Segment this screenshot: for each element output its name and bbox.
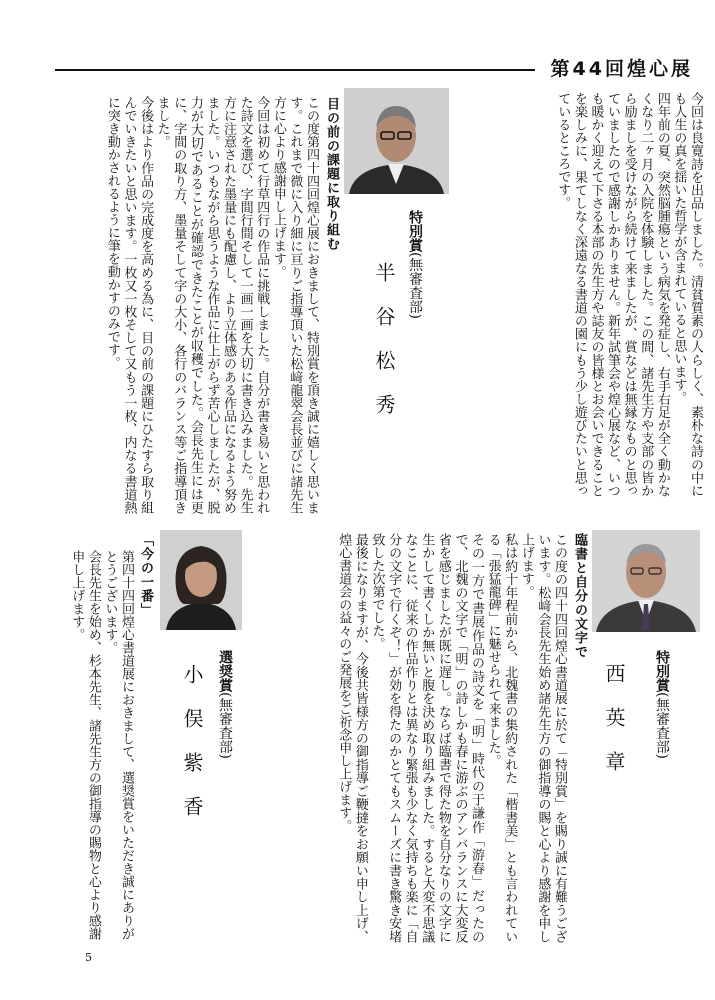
portrait-photo-nishi xyxy=(592,530,700,632)
award-label-omata: 選奨賞(無審査部) xyxy=(217,650,233,759)
header-rule xyxy=(55,69,535,71)
winner-name-nishi: 西英章 xyxy=(602,663,626,795)
award-label-nishi: 特別賞(無審査部) xyxy=(654,650,670,759)
portrait-photo-omata xyxy=(160,530,242,630)
page-title: 第44回煌心展 xyxy=(550,58,693,80)
essay-text-nishi: この度の四十四回煌心書道展に於て「特別賞」を賜り誠に有難うございます。松﨑会長先生始め諸先生方の御指導の賜と心より感謝を申し上げます。 私は約十年程前から、北魏書の集約された「楷書美」とも言われている「張猛龍碑」に魅せられて来ました。 その一方で書展作品の詩文を「明」時代の于謙作「游春」だったので、北魏の文字で「明」の詩しかも春に游ぶのアンバランスに大変反省を感じましたが既に遅し。ならば臨書で得た物を自分なりの文字に生かして書くしか無いと腹を決め取り組みました。すると大変不思議なことに、従来の作品作りとは異なり緊張も少なく気持ちも楽に「自分の文字で行くぞ！」が効を得たのかとてもスムーズに書き驚き安堵致した次第でした。 最後になりますが、今後共皆様方の御指導ご鞭撻をお願い申し上げ、煌心書道会の益々のご発展をご祈念申し上げます。 xyxy=(336,533,567,943)
essay-heading-nishi: 臨書と自分の文字で xyxy=(572,533,587,659)
essay-heading-omata: 「今の一番」 xyxy=(138,533,153,617)
winner-name-hanya: 半谷松秀 xyxy=(372,262,396,438)
page-number: 5 xyxy=(85,951,92,964)
intro-text: 今回は良寛詩を出品しました。清貧質素の人らしく、素朴な詩の中にも人生の真を揺いた哲学が含まれていると思います。 四年前の夏、突然脳腫瘍という病気を発症し、右手右足が全く動かなくなり二ヶ月の入院を体験しました。この間、諸先生方や支部の皆から励ましを受けながら続けて来ましたが、賞などは無縁なものと思っていましたので感謝しかありません。新年試筆会や煌心展など、いつも暖かく迎えて下さる本部の先生方や誌友の皆様とお会いできることを楽しみに、果てしなく深遠なる書道の園にもう少し遊びたいと思っているところです。 xyxy=(555,92,703,497)
essay-heading-hanya: 目の前の課題に取り組む xyxy=(324,97,339,251)
award-label-hanya: 特別賞(無審査部) xyxy=(407,210,423,319)
essay-text-omata: 第四十四回煌心書道展におきまして、選奨賞をいただき誠にありがとうございます。 会長先生を始め、杉本先生、諸先生方の御指導の賜物と心より感謝申し上げます。 xyxy=(69,550,134,940)
winner-name-omata: 小俣紫香 xyxy=(180,664,204,840)
essay-text-hanya: この度第四十四回煌心展におきまして、特別賞を頂き誠に嬉しく思います。これまで微に入り細に亘りご指導頂いた松﨑龍翠会長並びに諸先生方に心より感謝申し上げます。 今回は初めて行草四行の作品に挑戦しました。自分が書き易いと思われた詩文を選び、字間行間そして一画一画を大切に書き込みました。先生方に注意された墨量にも配慮し、より立体感のある作品になるよう努めました。いつもながら思うような作品に仕上がらず苦心しましたが、脱力が大切であることが確認できたことが収穫でした。会長先生には更に、字間の取り方、墨量そして字の大小、各行のバランス等ご指導頂きました。 今後はより作品の完成度を高める為に、目の前の課題にひたすら取り組んでいきたいと思います。一枚又一枚そして又もう一枚、内なる書道熱に突き動かされるように筆を動かすのみです。 xyxy=(104,96,319,514)
portrait-photo-hanya xyxy=(344,88,449,194)
